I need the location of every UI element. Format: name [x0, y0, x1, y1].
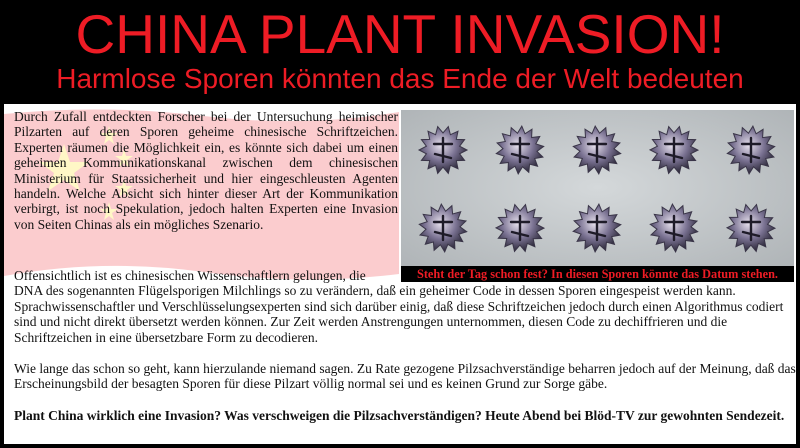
article-paragraph-2-line-1: Offensichtlich ist es chinesischen Wissenschaftlern gelungen, die [14, 268, 366, 283]
article-teaser: Plant China wirklich eine Invasion? Was verschweigen die Pilzsachverständigen? Heute Abend bei Blöd-TV zur gewohnten Sendezeit. [14, 408, 785, 423]
photo-caption: Steht der Tag schon fest? In diesen Sporen könnte das Datum stehen. [401, 266, 794, 282]
spores-photo [401, 110, 794, 282]
headline-subtitle: Harmlose Sporen könnten das Ende der Welt bedeuten [56, 63, 744, 94]
article-paragraph-1: Durch Zufall entdeckten Forscher bei der Untersuchung heimischer Pilzarten auf deren Sporen geheime chinesische Schriftzeichen. Experten räumen die Möglichkeit ein, es könnte sich dabei um einen geheimen Kommunikationskanal zwischen dem chinesischen Ministerium für Staatssicherheit und hier eingeschleusten Agenten handeln. Welche Absicht sich hinter dieser Art der Kommunikation verbirgt, ist noch Spekulation, jedoch halten Experten eine Invasion von Seiten Chinas als ein mögliches Szenario. [14, 109, 398, 232]
article-paragraph-3: Wie lange das schon so geht, kann hierzulande niemand sagen. Zu Rate gezogene Pilzsachverständige beharren jedoch auf der Meinung, daß das Erscheinungsbild der besagten Sporen für diese Pilzart völlig normal sei und es keinen Grund zur Sorge gäbe. [14, 361, 796, 392]
article-paragraph-2-rest: DNA des sogenannten Flügelsporigen Milchlings so zu verändern, daß ein geheimer Code in dessen Sporen eingespeist werden kann. Sprachwissenschaftler und Verschlüsselungsexperten sind sich darüber einig, daß diese Schriftzeichen jedoch durch einen Algorithmus codiert sind und nicht direkt übersetzt werden können. Zur Zeit werden Anstrengungen unternommen, diesen Code zu dechiffrieren und die Schriftzeichen in eine übersetzbare Form zu decodieren. [14, 283, 784, 345]
spores-illustration [401, 110, 794, 282]
headline-banner [4, 4, 796, 104]
headline-title: CHINA PLANT INVASION! [75, 3, 725, 65]
article-paragraph-2 [14, 268, 796, 345]
